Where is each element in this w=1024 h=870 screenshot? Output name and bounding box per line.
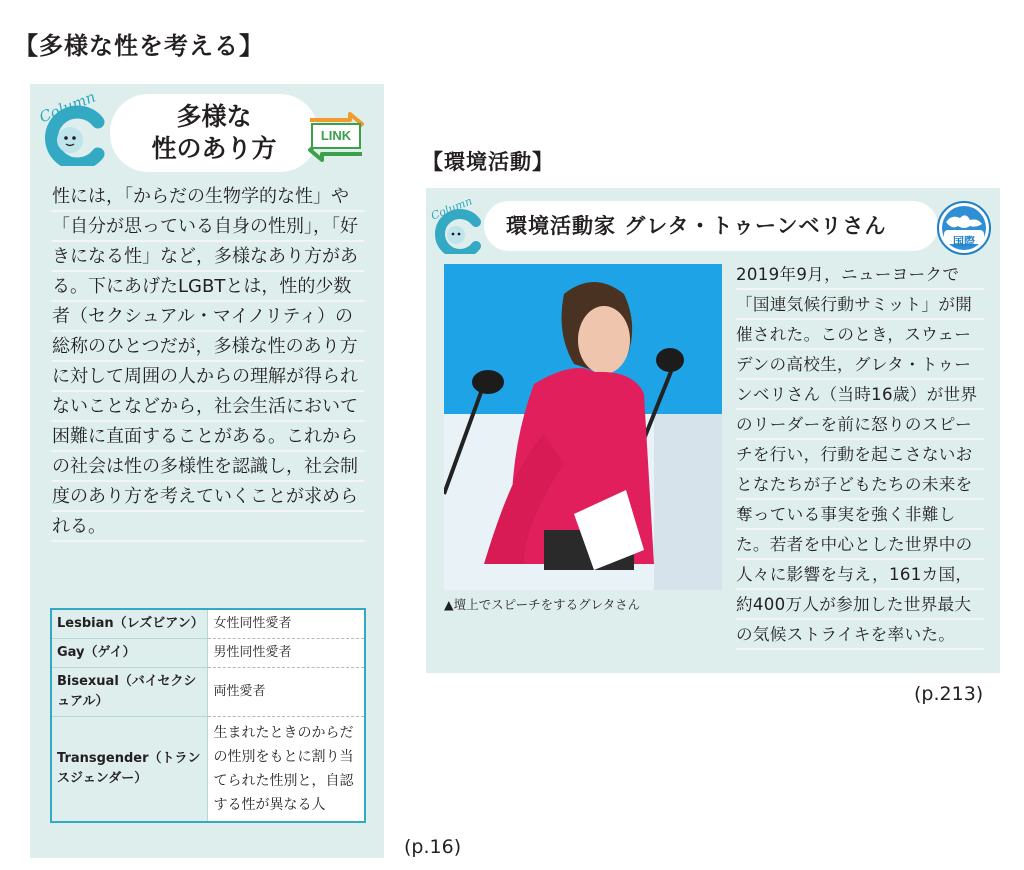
meaning-cell: 両性愛者: [207, 668, 365, 717]
section-heading-diversity: 【多様な性を考える】: [14, 32, 264, 60]
table-row: [51, 668, 365, 717]
term-cell: Gay（ゲイ）: [51, 639, 207, 668]
term-cell: Transgender（トランスジェンダー）: [51, 717, 207, 823]
link-icon: [304, 110, 368, 164]
meaning-cell: 男性同性愛者: [207, 639, 365, 668]
column-box-gender-diversity: [30, 84, 384, 858]
globe-label: 国際: [953, 235, 975, 248]
section-heading-environment: 【環境活動】: [422, 150, 554, 174]
term-cell: Bisexual（バイセクシュアル）: [51, 668, 207, 717]
page-reference: (p.213): [914, 683, 984, 705]
column-paragraph: 2019年9月，ニューヨークで「国連気候行動サミット」が開催された。このとき，スウェーデンの高校生，グレタ・トゥーンベリさん（当時16歳）が世界のリーダーを前に怒りのスピーチを行い，行動を起こさないおとなたちが子どもたちの未来を奪っている事実を強く非難した。若者を中心とした世界中の人々に影響を与え，161カ国，約400万人が参加した世界最大の気候ストライキを率いた。: [736, 260, 984, 650]
column-title: 環境活動家 グレタ・トゥーンベリさん: [506, 214, 887, 238]
globe-icon: [936, 200, 992, 256]
column-word: Column: [36, 87, 99, 127]
photo-caption: ▲壇上でスピーチをするグレタさん: [444, 597, 641, 612]
page-reference: (p.16): [404, 836, 462, 858]
link-label: LINK: [320, 128, 352, 143]
meaning-cell: 生まれたときのからだの性別をもとに割り当てられた性別と，自認する性が異なる人: [207, 717, 365, 823]
column-box-environment: [426, 188, 1000, 673]
table-row: [51, 609, 365, 639]
table-row: [51, 717, 365, 823]
lgbt-table: [50, 608, 366, 823]
title-bubble: [484, 201, 938, 251]
column-title-line1: 多様な: [176, 102, 252, 131]
meaning-cell: 女性同性愛者: [207, 609, 365, 639]
column-logo: [429, 194, 488, 254]
column-word: Column: [429, 194, 475, 223]
speech-photo: [444, 264, 722, 590]
column-paragraph: 性には，「からだの生物学的な性」や「自分が思っている自身の性別」，「好きになる性」など，多様なあり方がある。下にあげたLGBTとは，性的少数者（セクシュアル・マイノリティ）の総称のひとつだが，多様な性のあり方に対して周囲の人からの理解が得られないことなどから，社会生活において困難に直面することがある。これからの社会は性の多様性を認識し，社会制度のあり方を考えていくことが求められる。: [52, 182, 364, 542]
title-bubble: [110, 94, 318, 172]
table-row: [51, 639, 365, 668]
column-title-line2: 性のあり方: [151, 134, 277, 163]
column-logo: [36, 87, 112, 166]
term-cell: Lesbian（レズビアン）: [51, 609, 207, 639]
